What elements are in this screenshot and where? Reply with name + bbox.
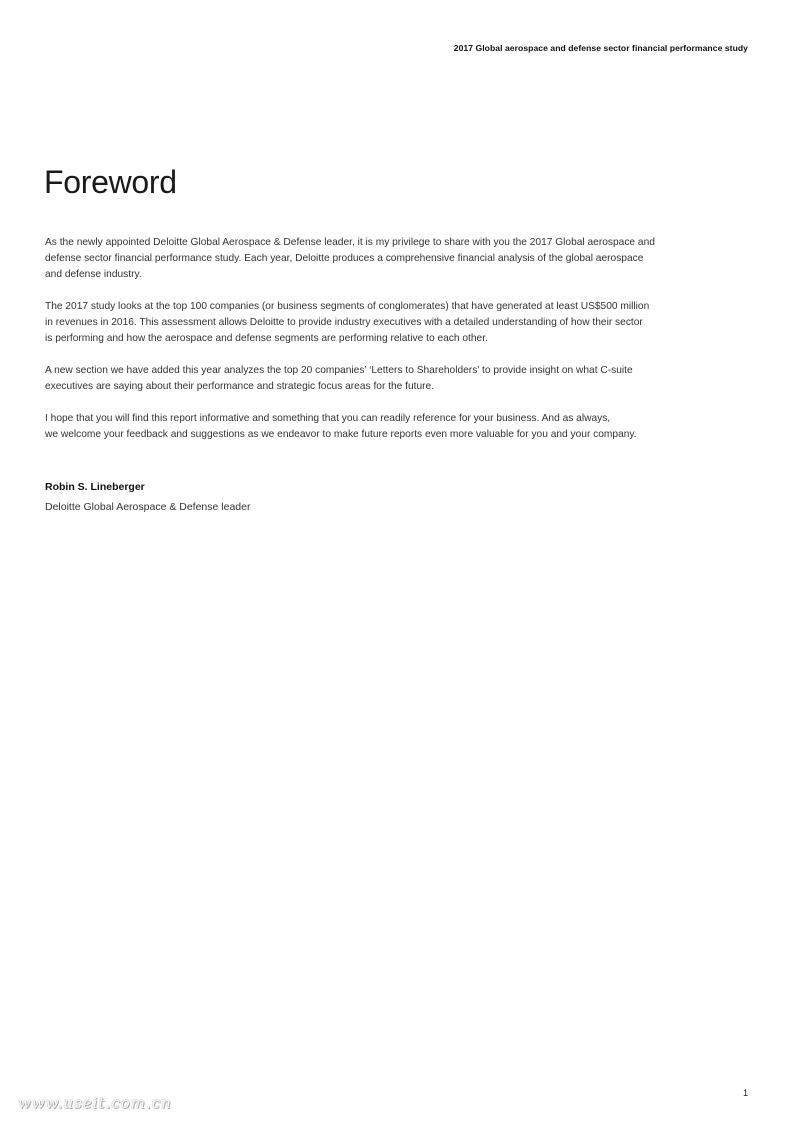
page-title: Foreword [44, 164, 177, 200]
paragraph-line: and defense industry. [45, 269, 142, 280]
paragraph-line: executives are saying about their performance and strategic focus areas for the future. [45, 381, 435, 392]
paragraph-new-section [45, 363, 745, 395]
paragraph-closing [45, 411, 745, 443]
signatory-role: Deloitte Global Aerospace & Defense leader [45, 501, 251, 513]
page-number: 1 [742, 1088, 748, 1098]
watermark-text: www.useit.com.cn [18, 1094, 172, 1112]
paragraph-line: is performing and how the aerospace and defense segments are performing relative to each other. [45, 333, 488, 344]
paragraph-line: The 2017 study looks at the top 100 companies (or business segments of conglomerates) that have generated at least US$500 million [45, 301, 650, 312]
running-header-title: 2017 Global aerospace and defense sector financial performance study [453, 43, 748, 53]
paragraph-line: I hope that you will find this report informative and something that you can readily reference for your business. And as always, [45, 413, 611, 424]
paragraph-line: in revenues in 2016. This assessment allows Deloitte to provide industry executives with a detailed understanding of how their sector [45, 317, 643, 328]
signature-block [45, 480, 250, 514]
paragraph-study-scope [45, 299, 745, 347]
signatory-name: Robin S. Lineberger [45, 481, 145, 493]
paragraph-intro [45, 235, 745, 283]
paragraph-line: defense sector financial performance study. Each year, Deloitte produces a comprehensive financial analysis of the global aerospace [45, 253, 644, 264]
paragraph-line: we welcome your feedback and suggestions as we endeavor to make future reports even more valuable for you and your company. [45, 429, 637, 440]
foreword-body [45, 235, 745, 459]
paragraph-line: As the newly appointed Deloitte Global Aerospace & Defense leader, it is my privilege to share with you the 2017 Global aerospace and [45, 237, 655, 248]
paragraph-line: A new section we have added this year analyzes the top 20 companies’ ‘Letters to Shareholders’ to provide insight on what C-suite [45, 365, 633, 376]
